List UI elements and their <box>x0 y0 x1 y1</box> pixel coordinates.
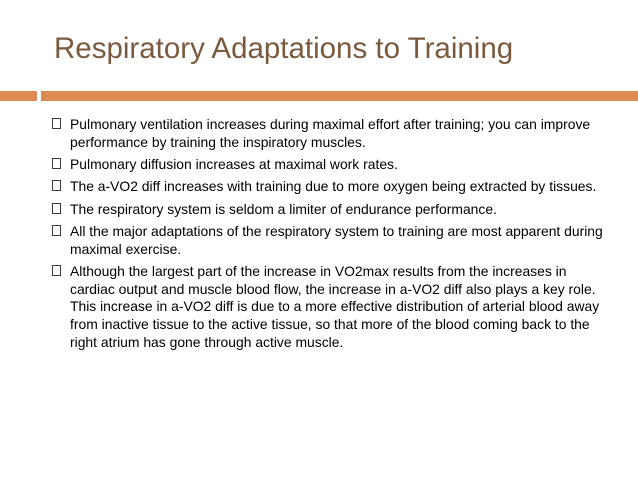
bullet-item <box>50 178 610 196</box>
bullet-item <box>50 156 610 174</box>
bullet-item <box>50 223 610 258</box>
bullet-text: Pulmonary ventilation increases during maximal effort after training; you can improve performance by training the inspiratory muscles. <box>70 116 591 150</box>
bullet-item <box>50 263 610 351</box>
title-underline-accent-left <box>0 91 37 101</box>
bullet-text: All the major adaptations of the respiratory system to training are most apparent during maximal exercise. <box>70 223 603 257</box>
bullet-text: The a-VO2 diff increases with training due to more oxygen being extracted by tissues. <box>70 178 597 195</box>
square-bullet-icon <box>52 118 61 129</box>
square-bullet-icon <box>52 225 61 236</box>
square-bullet-icon <box>52 158 61 169</box>
bullet-item <box>50 201 610 219</box>
slide-title: Respiratory Adaptations to Training <box>54 32 514 65</box>
square-bullet-icon <box>52 180 61 191</box>
square-bullet-icon <box>52 203 61 214</box>
bullet-text: Although the largest part of the increase in VO2max results from the increases in cardiac output and muscle blood flow, the increase in a-VO2 diff also plays a key role. This increase in a-VO2 diff is due to a more effective distribution of arterial blood away from inactive tissue to the active tissue, so that more of the blood coming back to the right atrium has gone through active muscle. <box>70 263 600 350</box>
bullet-text: The respiratory system is seldom a limiter of endurance performance. <box>70 200 497 217</box>
title-underline-accent-right <box>41 91 638 101</box>
bullet-list <box>50 116 610 356</box>
square-bullet-icon <box>52 265 61 276</box>
bullet-text: Pulmonary diffusion increases at maximal work rates. <box>70 155 398 172</box>
bullet-item <box>50 116 610 151</box>
